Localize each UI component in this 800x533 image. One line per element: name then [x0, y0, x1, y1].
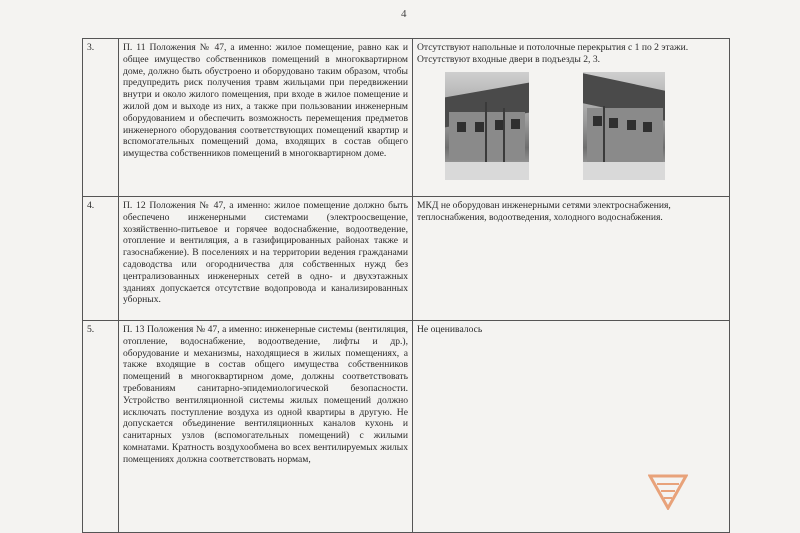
result-text: Не оценивалось	[413, 321, 730, 533]
building-photo-1	[445, 72, 529, 180]
result-text: Отсутствуют напольные и потолочные перекрытия с 1 по 2 этажи. Отсутствуют входные двери в подъезды 2, 3.	[417, 42, 689, 65]
table-row	[83, 197, 730, 321]
requirement-text: П. 12 Положения № 47, а именно: жилое помещение должно быть обеспечено инженерными системами (электроосвещение, хозяйственно-питьевое и горячее водоснабжение, водоотведение, отопление и вентиляция, а в газифицированных районах также и газоснабжение). В поселениях и на территории ведения гражданами садоводства или огородничества для собственных нужд без централизованных инженерных сетей в одно- и двухэтажных зданиях допускается отсутствие водопровода и канализированных уборных.	[119, 197, 413, 321]
requirement-text: П. 11 Положения № 47, а именно: жилое помещение, равно как и общее имущество собственников помещений в многоквартирном доме, должно быть обустроено и оборудовано таким образом, чтобы предупредить риск получения травм жильцами при передвижении внутри и около жилого помещения, при входе в жилое помещение и жилой дом и выходе из них, а также при пользовании инженерным оборудованием и обеспечить возможность перемещения предметов инженерного оборудования соответствующих помещений квартир и вспомогательных помещений дома, входящих в состав общего имущества собственников помещений в многоквартирном доме.	[119, 39, 413, 197]
table-row	[83, 321, 730, 533]
building-photo-2	[583, 72, 665, 180]
row-number: 3.	[83, 39, 119, 197]
page-number: 4	[401, 8, 407, 20]
result-cell	[413, 39, 730, 197]
row-number: 5.	[83, 321, 119, 533]
photo-group	[417, 72, 725, 192]
stamp-logo-icon	[648, 470, 688, 510]
requirement-text: П. 13 Положения № 47, а именно: инженерные системы (вентиляция, отопление, водоснабжение, водоотведение, лифты и др.), оборудование и механизмы, находящиеся в жилых помещениях, а также входящие в состав общего имущества собственников помещений в многоквартирном доме, должны соответствовать требованиям санитарно-эпидемиологической безопасности. Устройство вентиляционной системы жилых помещений должно исключать поступление воздуха из одной квартиры в другую. Не допускается объединение вентиляционных каналов кухонь и санитарных узлов (вспомогательных помещений) с жилыми комнатами. Кратность воздухообмена во всех вентилируемых жилых помещениях должна соответствовать нормам,	[119, 321, 413, 533]
row-number: 4.	[83, 197, 119, 321]
table-row	[83, 39, 730, 197]
result-text: МКД не оборудован инженерными сетями электроснабжения, теплоснабжения, водоотведения, холодного водоснабжения.	[413, 197, 730, 321]
findings-table	[82, 38, 730, 533]
